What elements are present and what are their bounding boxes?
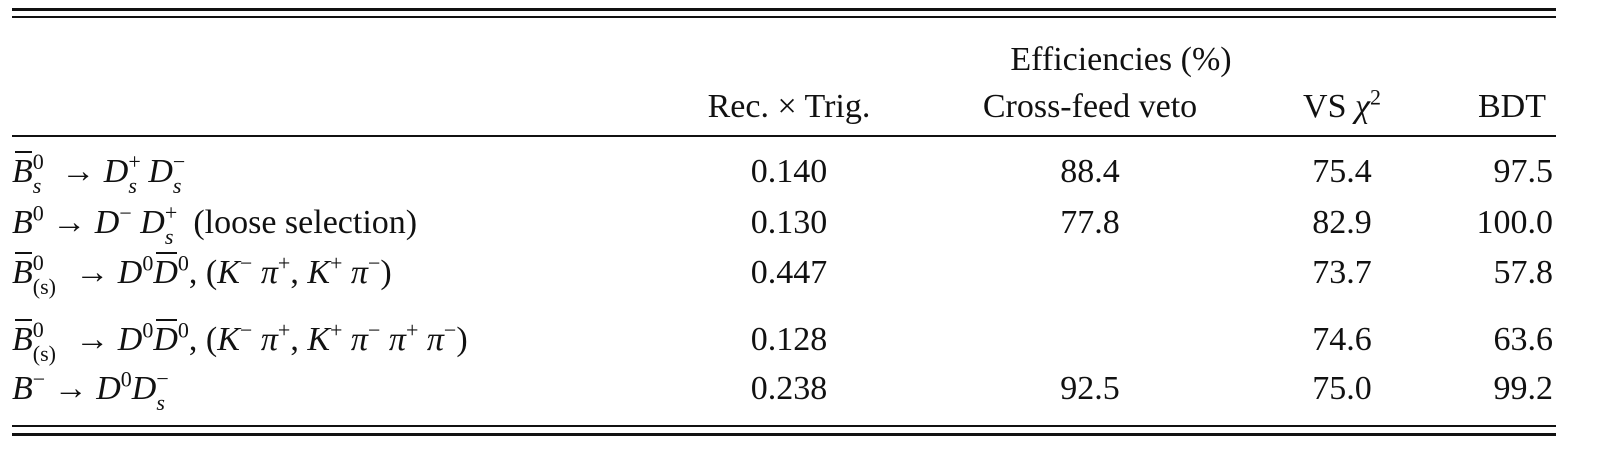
table-row-2-rec-trig: 0.130: [750, 204, 828, 241]
col-header-bdt: BDT: [1478, 88, 1546, 125]
chi-symbol: χ: [1355, 88, 1370, 125]
table-row-1-decay: B 0 s → D + s D − s: [12, 149, 186, 198]
col-header-crossfeed: Cross-feed veto: [982, 88, 1198, 125]
table-row-5-decay: $B^- \to D^0D$ − s: [12, 366, 169, 415]
chi-exponent: 2: [1369, 84, 1381, 110]
table-row-2-crossfeed: 77.8: [1060, 204, 1120, 241]
table-row-3-bdt: 57.8: [1493, 254, 1553, 291]
table-row-4-rec-trig: 0.128: [750, 321, 828, 358]
table-row-3-rec-trig: 0.447: [750, 254, 828, 291]
col-header-vs-chi2: [1303, 84, 1381, 127]
table-row-4-bdt: 63.6: [1493, 321, 1553, 358]
table-row-1-bdt: 97.5: [1493, 153, 1553, 190]
table-row-5-crossfeed: 92.5: [1060, 370, 1120, 407]
table-row-1-rec-trig: 0.140: [750, 153, 828, 190]
table-row-4-vs-chi2: 74.6: [1312, 321, 1372, 358]
table-row-2-bdt: 100.0: [1476, 204, 1553, 241]
table-row-2-vs-chi2: 82.9: [1312, 204, 1372, 241]
table-row-1-crossfeed: 88.4: [1060, 153, 1120, 190]
table-row-2-decay: $B^0 \to D^-$ D + s (loose selection): [12, 200, 418, 249]
table-row-1-vs-chi2: 75.4: [1312, 153, 1372, 190]
table-row-5-bdt: 99.2: [1493, 370, 1553, 407]
header-rule: [12, 135, 1556, 137]
table-row-3-vs-chi2: 73.7: [1312, 254, 1372, 291]
bottom-rule-1: [12, 425, 1556, 427]
table-row-5-rec-trig: 0.238: [750, 370, 828, 407]
bottom-rule-2: [12, 433, 1556, 436]
col-header-rec-trig: Rec. × Trig.: [707, 88, 871, 125]
top-rule-2: [12, 16, 1556, 18]
table-row-4-decay: B 0 (s) → $D^0D^0$, (K− π+, K+ π− π+ π−): [12, 317, 468, 366]
vs-label: VS: [1303, 88, 1347, 125]
table-row-3-decay: B 0 (s) → $D^0D^0$, (K− π+, K+ π−): [12, 250, 392, 299]
particle: B: [12, 153, 33, 190]
group-header: Efficiencies (%): [1010, 41, 1232, 78]
table-row-5-vs-chi2: 75.0: [1312, 370, 1372, 407]
top-rule-1: [12, 8, 1556, 11]
